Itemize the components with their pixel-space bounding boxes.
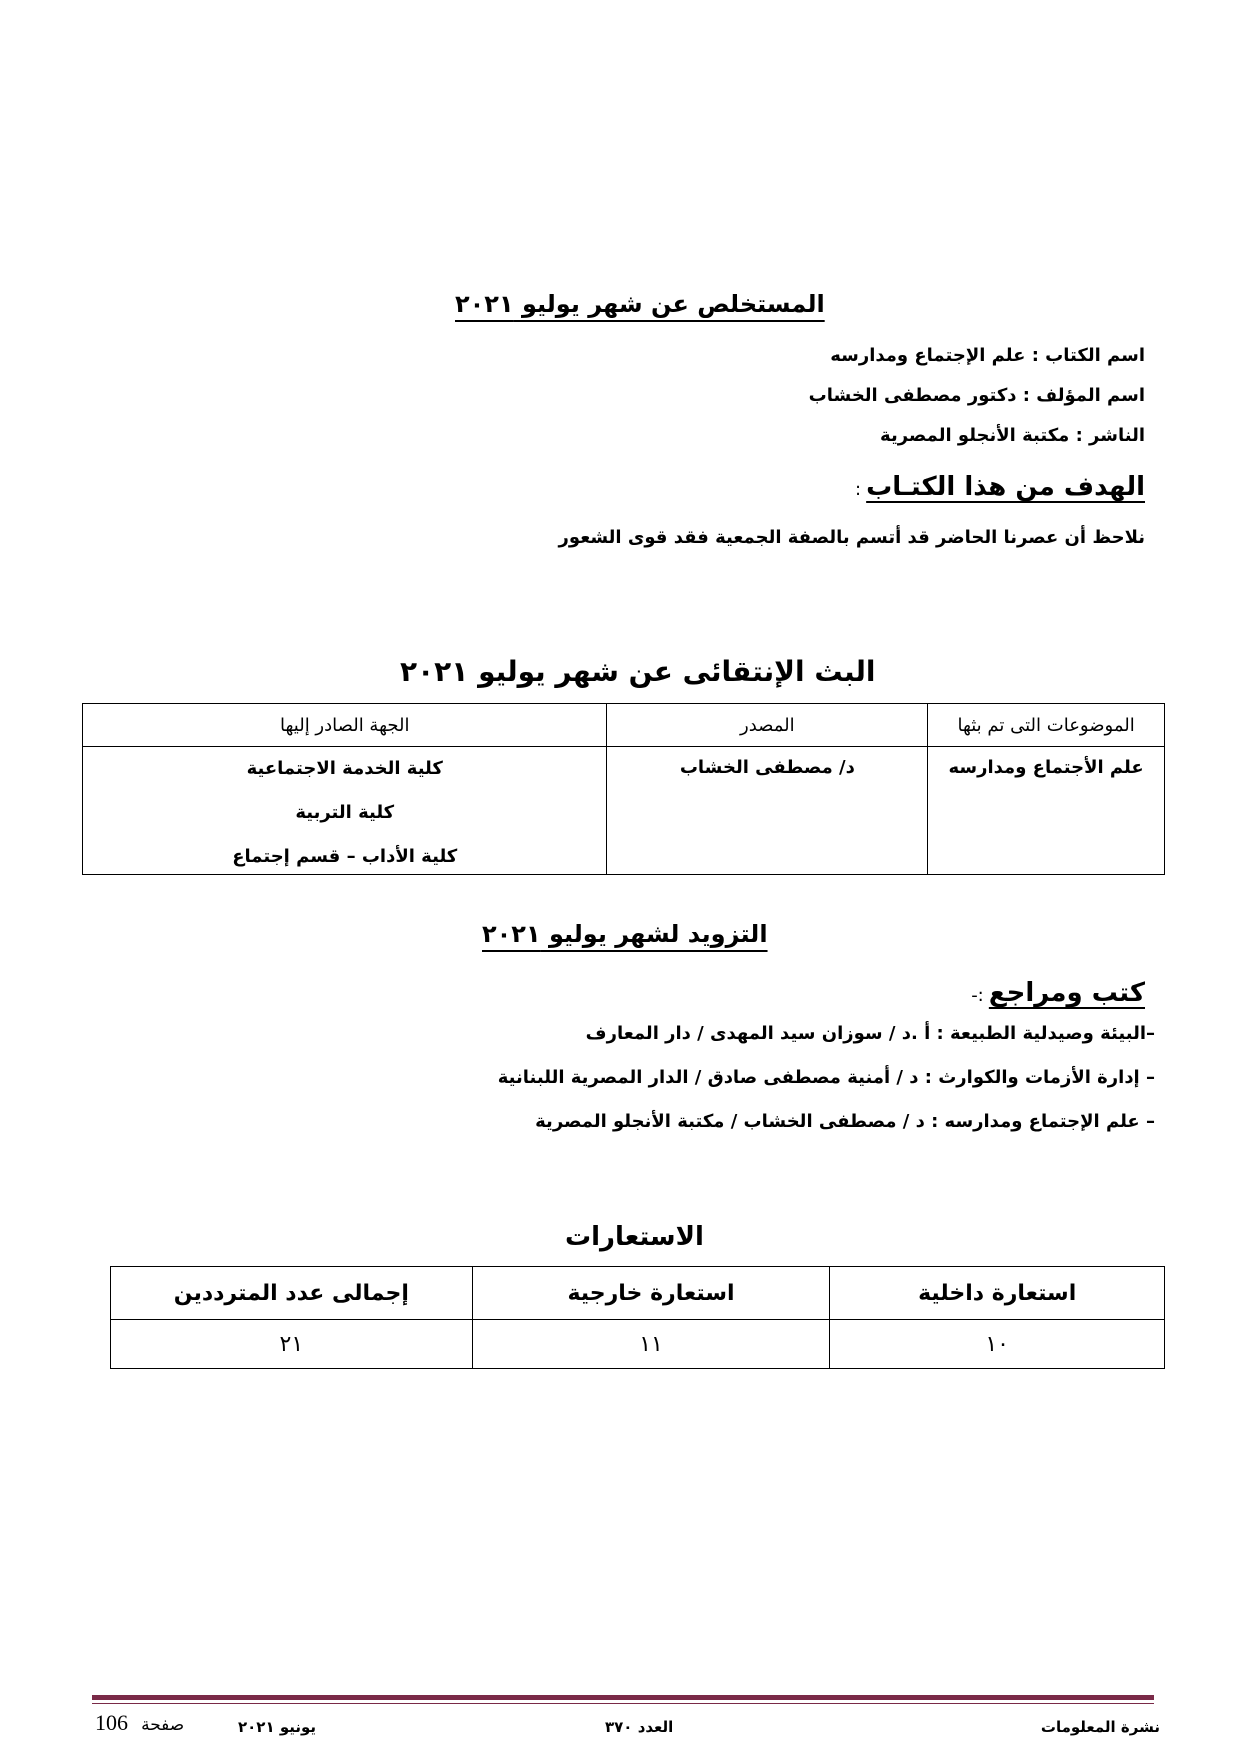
table-row [83,747,1165,875]
recipient-item: كلية التربية [295,802,395,823]
footer-page [95,1710,184,1736]
loans-header-row [111,1267,1165,1320]
acquisition-title: التزويد لشهر يوليو ٢٠٢١ [482,920,768,948]
broadcast-source: د/ مصطفى الخشاب [607,747,928,875]
goal-heading-row [855,472,1145,502]
loans-value-total: ٢١ [111,1320,473,1369]
goal-colon: : [854,479,862,500]
recipient-item: كلية الخدمة الاجتماعية [246,758,443,779]
loans-header-internal: استعارة داخلية [830,1267,1165,1320]
loans-header-external: استعارة خارجية [472,1267,830,1320]
footer-publication: نشرة المعلومات [1040,1718,1160,1736]
goal-text: نلاحظ أن عصرنا الحاضر قد أتسم بالصفة الجمعية فقد قوى الشعور [558,527,1145,548]
books-heading-row [971,978,1145,1008]
abstract-title: المستخلص عن شهر يوليو ٢٠٢١ [455,290,825,318]
broadcast-recipients [83,747,607,875]
list-item: – علم الإجتماع ومدارسه : د / مصطفى الخشاب / مكتبة الأنجلو المصرية [535,1111,1155,1132]
table-row [111,1320,1165,1369]
footer-divider [92,1695,1154,1700]
broadcast-table [82,703,1165,875]
broadcast-header-recipients: الجهة الصادر إليها [83,704,607,747]
footer-date: يونيو ٢٠٢١ [238,1718,317,1736]
broadcast-title: البث الإنتقائى عن شهر يوليو ٢٠٢١ [400,655,876,688]
footer-page-label: صفحة [141,1715,185,1735]
footer-divider-thin [92,1703,1154,1704]
books-heading-suffix: :- [971,985,984,1006]
broadcast-header-row [83,704,1165,747]
list-item: –البيئة وصيدلية الطبيعة : أ .د / سوزان سيد المهدى / دار المعارف [585,1023,1155,1044]
publisher-line: الناشر : مكتبة الأنجلو المصرية [880,425,1145,446]
loans-value-external: ١١ [472,1320,830,1369]
broadcast-header-source: المصدر [607,704,928,747]
author-name-line: اسم المؤلف : دكتور مصطفى الخشاب [808,385,1145,406]
recipient-item: كلية الأداب – قسم إجتماع [232,846,458,867]
books-heading: كتب ومراجع [988,978,1145,1008]
broadcast-header-topics: الموضوعات التى تم بثها [928,704,1165,747]
book-name-line: اسم الكتاب : علم الإجتماع ومدارسه [830,345,1145,366]
footer-issue: العدد ٣٧٠ [605,1718,674,1736]
loans-value-internal: ١٠ [830,1320,1165,1369]
list-item: – إدارة الأزمات والكوارث : د / أمنية مصطفى صادق / الدار المصرية اللبنانية [497,1067,1155,1088]
goal-heading: الهدف من هذا الكتـاب [866,472,1145,502]
loans-header-total: إجمالى عدد المترددين [111,1267,473,1320]
broadcast-topic: علم الأجتماع ومدارسه [928,747,1165,875]
footer-page-number: 106 [95,1710,128,1735]
loans-table [110,1266,1165,1369]
loans-title: الاستعارات [565,1222,704,1252]
